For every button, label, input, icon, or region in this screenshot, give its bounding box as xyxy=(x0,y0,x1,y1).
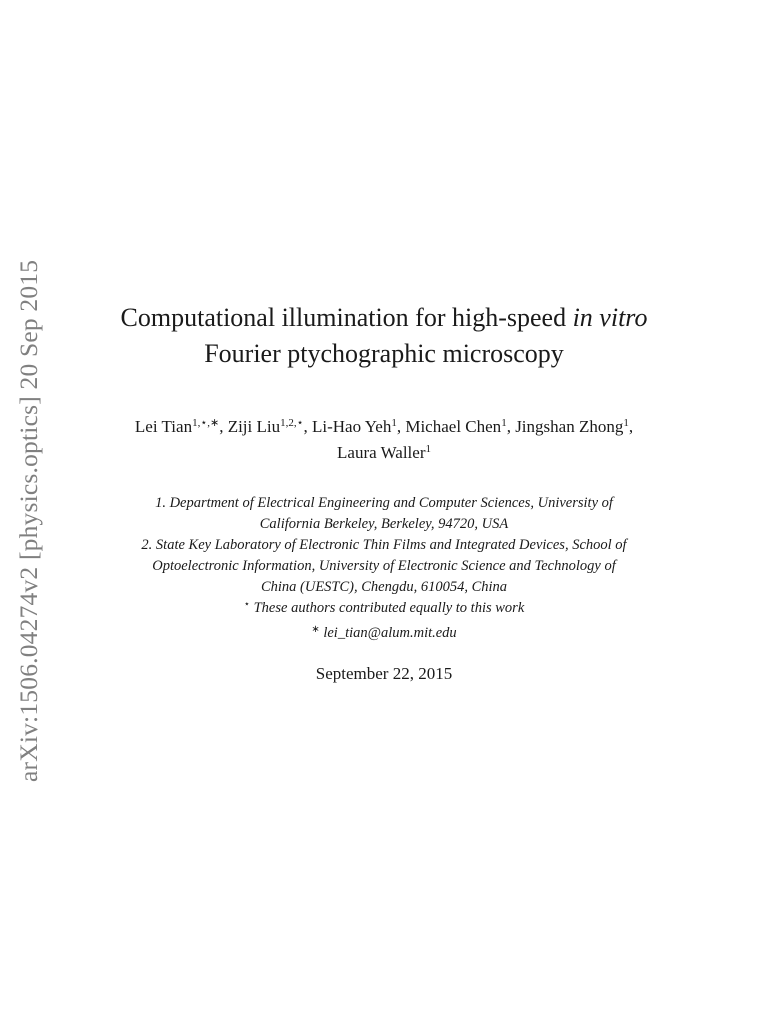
author-separator: , xyxy=(303,417,312,436)
equal-contribution-note xyxy=(0,598,768,619)
paper-title xyxy=(0,300,768,372)
arxiv-identifier-stamp: arXiv:1506.04274v2 [physics.optics] 20 Sep 2015 xyxy=(14,259,43,782)
author-affiliation-mark: 1 xyxy=(425,443,431,455)
affiliation-2-line-1: 2. State Key Laboratory of Electronic Thin Films and Integrated Devices, School of xyxy=(141,537,627,553)
affiliation-2-line-2: Optoelectronic Information, University of Electronic Science and Technology of xyxy=(152,558,616,574)
title-text: Computational illumination for high-speed xyxy=(120,303,573,332)
publication-date: September 22, 2015 xyxy=(315,664,453,683)
author-affiliation-mark: 1,2,⋆ xyxy=(280,417,304,429)
author-affiliation-mark: 1 xyxy=(501,417,507,429)
affiliations xyxy=(0,493,768,644)
title-italic-text: in vitro xyxy=(572,303,648,332)
email-address: lei_tian@alum.mit.edu xyxy=(319,625,457,641)
affiliation-1-line-2: California Berkeley, Berkeley, 94720, USA xyxy=(259,516,509,532)
author-name: Michael Chen xyxy=(405,417,502,436)
author-line-1 xyxy=(0,414,768,440)
author-name: Li-Hao Yeh xyxy=(312,417,392,436)
affiliation-1-line-1: 1. Department of Electrical Engineering and Computer Sciences, University of xyxy=(155,495,613,511)
author-affiliation-mark: 1,⋆,∗ xyxy=(192,417,220,429)
equal-contribution-mark: ⋆ xyxy=(243,599,250,610)
affiliation-2-line-3: China (UESTC), Chengdu, 610054, China xyxy=(260,579,508,595)
corresponding-mark: ∗ xyxy=(311,624,320,635)
author-separator: , xyxy=(219,417,228,436)
author-separator: , xyxy=(628,417,634,436)
author-name: Lei Tian xyxy=(134,417,193,436)
equal-contribution-text: These authors contributed equally to this work xyxy=(249,600,525,616)
title-line-2: Fourier ptychographic microscopy xyxy=(204,339,564,368)
author-line-2 xyxy=(0,440,768,466)
corresponding-email xyxy=(0,623,768,644)
author-name: Laura Waller xyxy=(337,443,426,462)
title-line-1 xyxy=(0,300,768,336)
author-affiliation-mark: 1 xyxy=(623,417,629,429)
author-list xyxy=(0,414,768,466)
author-separator: , xyxy=(506,417,516,436)
author-name: Jingshan Zhong xyxy=(515,417,624,436)
author-affiliation-mark: 1 xyxy=(391,417,397,429)
author-separator: , xyxy=(396,417,406,436)
author-name: Ziji Liu xyxy=(227,417,281,436)
